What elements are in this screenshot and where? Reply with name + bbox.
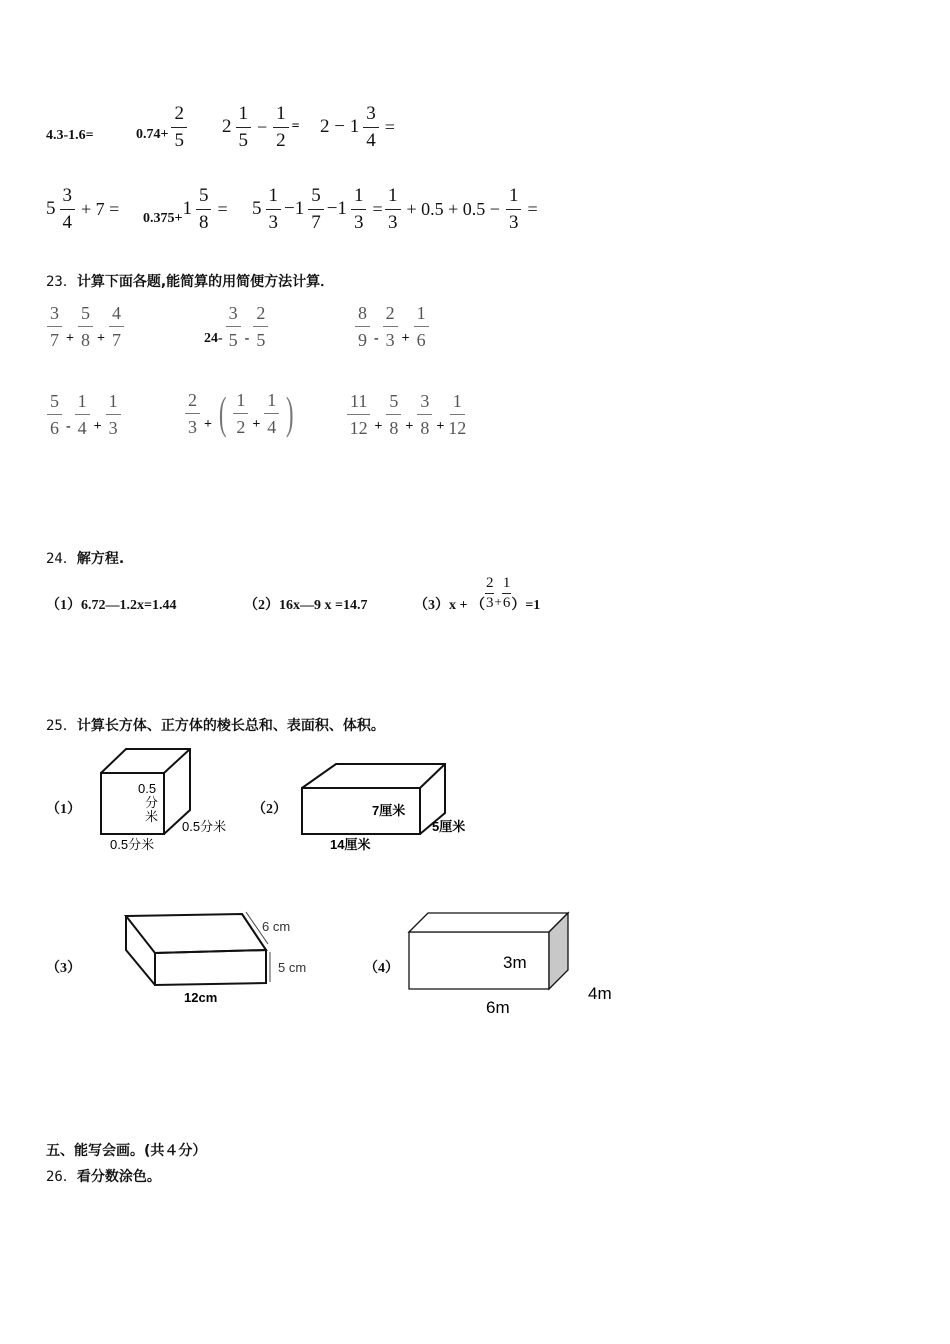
numerator: 1 [502, 576, 512, 594]
close-paren: ) [286, 387, 294, 438]
operator: + [204, 417, 212, 432]
equals: = [527, 198, 538, 219]
numerator: 3 [60, 186, 76, 210]
numerator: 5 [78, 304, 93, 327]
figure-2-label: （2） [252, 802, 287, 817]
numerator: 2 [253, 304, 268, 327]
denominator: 7 [50, 330, 59, 350]
numerator: 1 [266, 186, 282, 210]
numerator: 11 [347, 392, 370, 415]
numerator: 5 [386, 392, 401, 415]
section-5-heading [46, 1140, 206, 1160]
cuboid-2-depth-label: 5厘米 [432, 819, 466, 834]
question-title: 计算长方体、正方体的棱长总和、表面积、体积。 [76, 718, 385, 734]
whole-number: 2 [222, 116, 232, 137]
cube-width-label: 0.5分米 [110, 837, 155, 852]
cuboid-4-figure [409, 913, 568, 989]
numerator: 1 [506, 186, 522, 210]
numerator: 1 [233, 391, 248, 414]
operator: + [96, 330, 105, 346]
denominator: 7 [311, 212, 321, 233]
expr-prefix: 24- [204, 330, 223, 346]
denominator: 8 [389, 418, 399, 438]
expr-middle: + 0.5 + 0.5 − [406, 198, 500, 219]
equation-1: （1）6.72—1.2x=1.44 [46, 598, 177, 613]
numerator: 2 [383, 304, 398, 327]
numerator: 2 [171, 104, 187, 128]
denominator: 4 [366, 130, 376, 151]
denominator: 3 [385, 330, 395, 350]
denominator: 8 [198, 212, 209, 233]
eq-prefix: （3）x + （ [414, 597, 485, 613]
operator-whole: −1 [284, 198, 305, 219]
denominator: 2 [276, 130, 286, 151]
numerator: 2 [185, 391, 200, 414]
denominator: 3 [108, 418, 118, 438]
numerator: 8 [355, 304, 370, 327]
denominator: 3 [485, 595, 494, 611]
box-height-label: 3m [503, 953, 527, 972]
numerator: 5 [47, 392, 62, 415]
operator: + [66, 330, 74, 346]
cube-height-unit-1: 分 [145, 795, 159, 810]
denominator: 4 [77, 418, 87, 438]
equals: = [372, 198, 383, 219]
numerator: 1 [75, 392, 90, 415]
open-paren: ( [218, 387, 227, 438]
numerator: 1 [414, 304, 429, 327]
expr-left: 2 − 1 [320, 116, 360, 137]
operator: + [405, 418, 414, 434]
equals: = [217, 198, 228, 219]
figure-1-label: （1） [46, 802, 81, 817]
operator: + [494, 593, 502, 609]
denominator: 8 [420, 418, 430, 438]
denominator: 5 [228, 330, 238, 350]
question-number: 23． [46, 274, 77, 290]
numerator: 1 [450, 392, 465, 415]
question-number: 26． [46, 1169, 77, 1185]
expr-4.3-1.6: 4.3-1.6= [46, 128, 94, 143]
equation-2: （2）16x—9 x =14.7 [244, 598, 368, 613]
denominator: 4 [267, 416, 277, 437]
numerator: 2 [485, 576, 495, 594]
numerator: 1 [106, 392, 121, 415]
denominator: 6 [416, 330, 426, 350]
operator: − [257, 116, 268, 137]
operator: + [436, 418, 445, 434]
operator: + [252, 417, 261, 432]
cube-depth-label: 0.5分米 [182, 819, 227, 834]
denominator: 12 [448, 418, 467, 438]
expr-tail: + 7 = [81, 198, 120, 219]
figure-4-label: （4） [364, 961, 399, 976]
denominator: 12 [349, 418, 368, 438]
operator: + [401, 330, 410, 346]
whole-number: 1 [182, 198, 192, 219]
cuboid-3-figure [126, 914, 266, 985]
denominator: 5 [256, 330, 266, 350]
operator: + [374, 418, 383, 434]
denominator: 3 [508, 212, 519, 233]
question-number: 24． [46, 551, 77, 567]
cuboid-3-length-label: 12cm [184, 990, 218, 1005]
denominator: 7 [111, 330, 121, 350]
numerator: 5 [308, 186, 324, 210]
equals: = [384, 116, 395, 137]
denominator: 6 [502, 595, 511, 611]
denominator: 5 [238, 130, 248, 151]
eq-suffix: ）=1 [511, 597, 541, 613]
denominator: 3 [188, 416, 197, 437]
cube-height-value: 0.5 [138, 781, 157, 796]
numerator: 1 [351, 186, 367, 210]
cube-height-unit-2: 米 [145, 809, 159, 824]
question-26-heading [46, 1166, 161, 1186]
question-title: 计算下面各题,能简算的用简便方法计算． [76, 274, 335, 290]
operator: - [66, 418, 71, 434]
denominator: 4 [62, 212, 72, 233]
box-length-label: 6m [486, 998, 510, 1017]
numerator: 1 [385, 186, 401, 210]
denominator: 3 [388, 212, 398, 233]
operator: - [374, 330, 379, 346]
numerator: 4 [109, 304, 124, 327]
box-depth-label: 4m [588, 984, 612, 1003]
denominator: 6 [50, 418, 59, 438]
operator-whole: −1 [326, 198, 347, 219]
denominator: 3 [268, 212, 278, 233]
cuboid-2-height-label: 7厘米 [372, 803, 406, 818]
figure-3-label: （3） [46, 961, 81, 976]
question-title: 看分数涂色。 [76, 1169, 161, 1185]
numerator: 3 [363, 104, 379, 128]
expr-prefix: 0.375+ [143, 211, 183, 226]
numerator: 3 [417, 392, 432, 415]
question-title: 解方程. [76, 551, 125, 567]
cuboid-3-height-label: 5 cm [278, 960, 307, 975]
operator: - [244, 330, 250, 346]
expr-prefix: 0.74+ [136, 127, 169, 142]
denominator: 5 [174, 130, 184, 151]
operator: + [93, 418, 102, 434]
cuboid-3-depth-label: 6 cm [262, 919, 291, 934]
numerator: 3 [226, 304, 241, 327]
cuboid-2-length-label: 14厘米 [330, 837, 371, 852]
denominator: 8 [80, 330, 90, 350]
denominator: 9 [358, 330, 367, 350]
numerator: 1 [273, 104, 289, 128]
numerator: 5 [196, 186, 212, 210]
question-number: 25． [46, 718, 77, 734]
numerator: 3 [47, 304, 62, 327]
denominator: 3 [353, 212, 364, 233]
denominator: 2 [236, 416, 246, 437]
cuboid-2-figure [302, 764, 445, 834]
numerator: 1 [236, 104, 252, 128]
whole-number: 5 [46, 198, 56, 219]
numerator: 1 [264, 391, 279, 414]
equals: = [291, 119, 300, 134]
section-title: 五、能写会画。(共４分） [46, 1143, 207, 1159]
whole-number: 5 [252, 198, 262, 219]
